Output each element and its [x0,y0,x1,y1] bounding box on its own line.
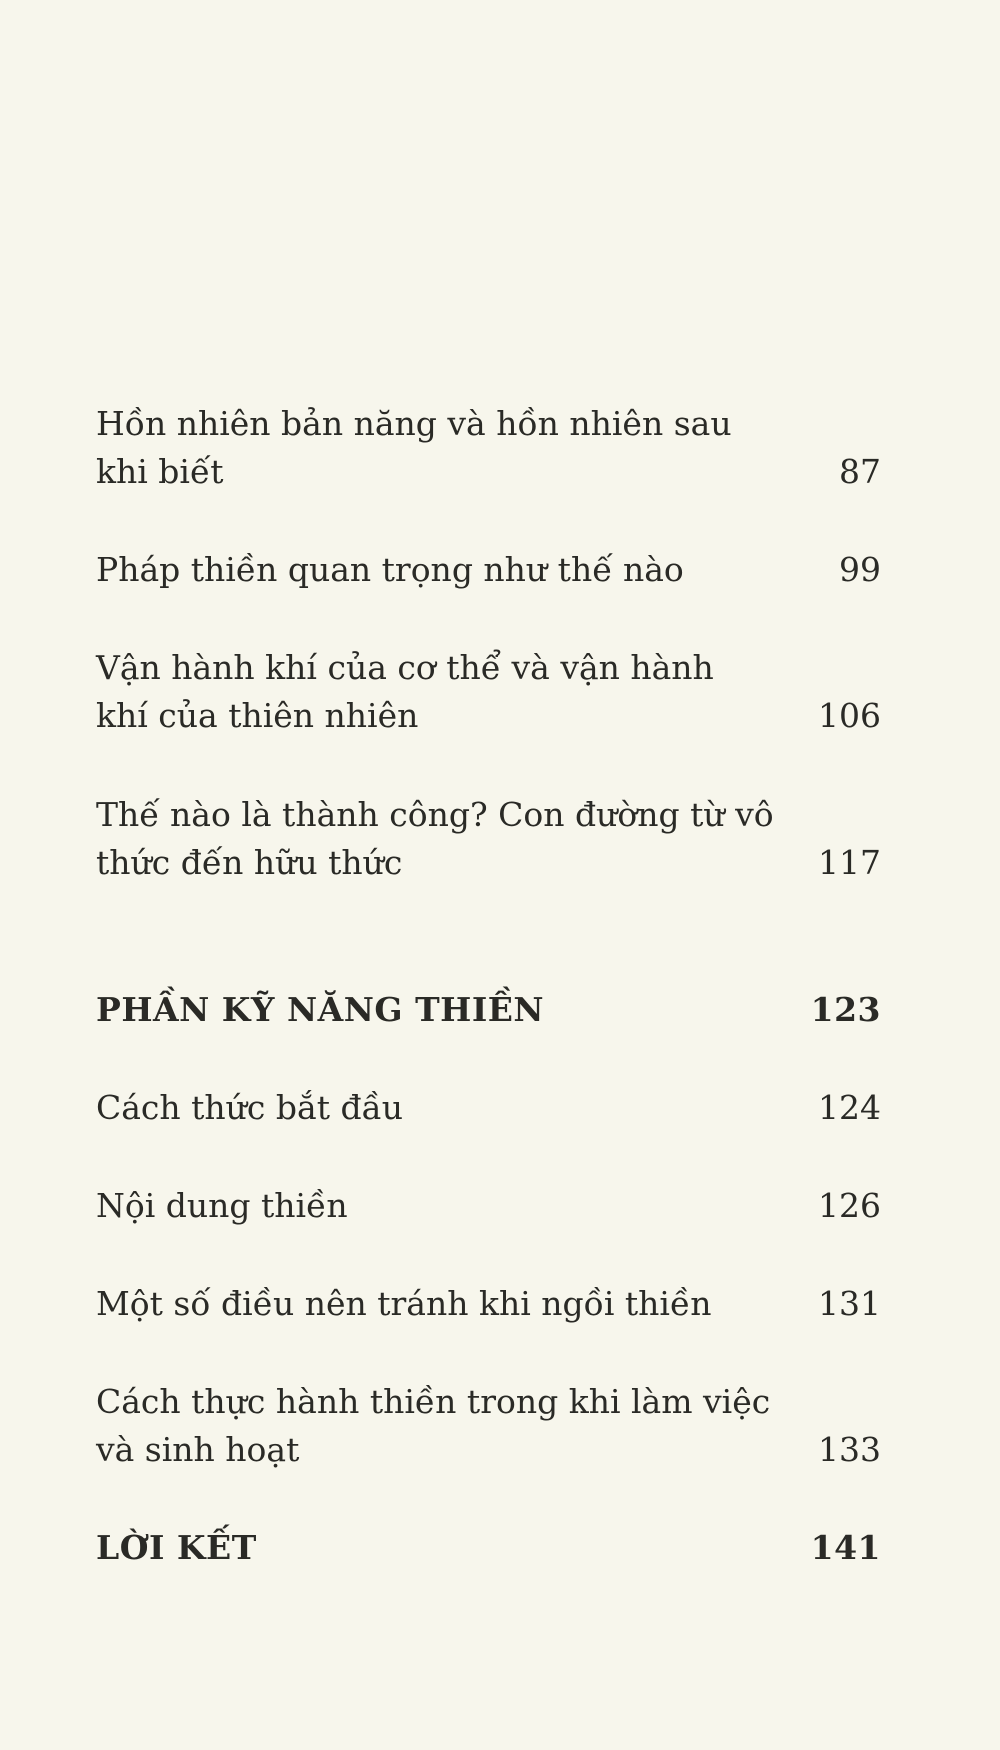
toc-entry-page-number: 126 [818,1186,881,1225]
toc-entry [96,1378,881,1474]
toc-section-heading [96,1524,881,1572]
toc-section-title: LỜI KẾT [96,1528,257,1567]
toc-entry-page-number: 124 [818,1088,881,1127]
toc-entry-title: Vận hành khí của cơ thể và vận hành khí của thiên nhiên [96,648,714,735]
toc-entry-page-number: 131 [818,1284,881,1323]
toc-entry-page-number: 141 [810,1528,881,1567]
toc-entry [96,1084,881,1132]
toc-entry [96,546,881,594]
toc-entry [96,644,881,740]
toc-entry [96,400,881,496]
toc-entry-title: Pháp thiền quan trọng như thế nào [96,550,684,589]
toc-section-heading [96,986,881,1034]
toc-entry-title: Hồn nhiên bản năng và hồn nhiên sau khi biết [96,404,732,491]
toc-entry [96,791,881,887]
toc-entry-page-number: 106 [818,696,881,735]
toc-entry-title: Thế nào là thành công? Con đường từ vô thức đến hữu thức [96,795,774,882]
toc-entry-title: Nội dung thiền [96,1186,348,1225]
toc-entry-title: Một số điều nên tránh khi ngồi thiền [96,1284,712,1323]
toc-entry-page-number: 117 [818,843,881,882]
toc-entry [96,1182,881,1230]
toc-entry-page-number: 87 [839,452,881,491]
toc-entry-page-number: 99 [839,550,881,589]
toc-section-title: PHẦN KỸ NĂNG THIỀN [96,990,545,1029]
toc-entry-title: Cách thực hành thiền trong khi làm việc và sinh hoạt [96,1382,771,1469]
toc-entry-title: Cách thức bắt đầu [96,1088,404,1127]
toc-entry-page-number: 133 [818,1430,881,1469]
toc-entry-page-number: 123 [810,990,881,1029]
toc-entry [96,1280,881,1328]
